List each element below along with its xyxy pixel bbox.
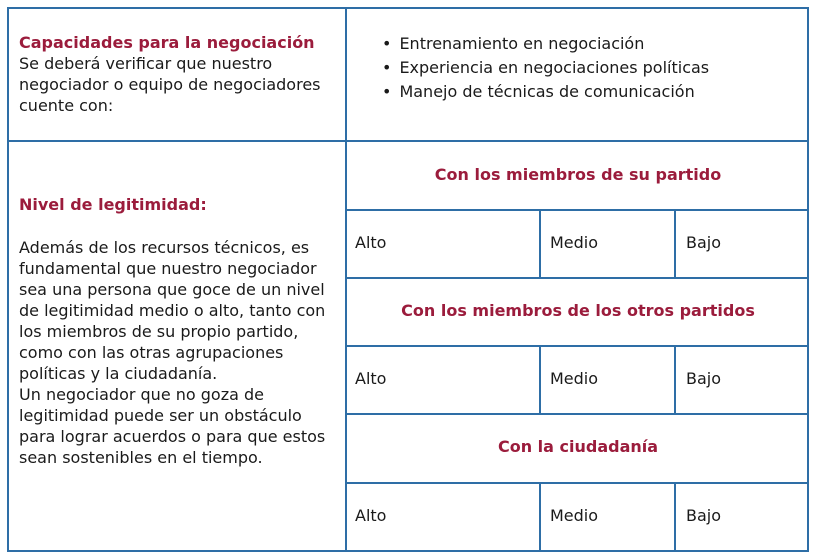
- capacities-title: Capacidades para la negociación: [19, 33, 315, 52]
- option-medio[interactable]: Medio: [550, 233, 599, 252]
- column-divider: [345, 7, 347, 552]
- row-divider: [345, 482, 809, 484]
- row-divider: [7, 140, 809, 142]
- list-item: • Experiencia en negociaciones políticas: [382, 56, 709, 80]
- option-medio[interactable]: Medio: [550, 506, 599, 525]
- table-border-right: [807, 7, 809, 552]
- row-divider: [345, 209, 809, 211]
- cell-divider: [674, 345, 676, 415]
- cell-divider: [539, 209, 541, 279]
- option-alto[interactable]: Alto: [355, 369, 387, 388]
- option-bajo[interactable]: Bajo: [686, 506, 722, 525]
- cell-divider: [674, 209, 676, 279]
- list-item: • Manejo de técnicas de comunicación: [382, 80, 709, 104]
- table-border-top: [7, 7, 809, 9]
- negotiation-table: [7, 7, 809, 552]
- table-border-bottom: [7, 550, 809, 552]
- list-item: • Entrenamiento en negociación: [382, 32, 709, 56]
- row-divider: [345, 277, 809, 279]
- cell-divider: [539, 345, 541, 415]
- option-bajo[interactable]: Bajo: [686, 369, 722, 388]
- capacities-description: Se deberá verificar que nuestro negociador o equipo de negociadores cuente con:: [19, 54, 321, 115]
- capacities-list: [382, 32, 709, 104]
- legitimacy-paragraph: Además de los recursos técnicos, es fundamental que nuestro negociador sea una persona que goce de un nivel de legitimidad medio o alto, tanto con los miembros de su propio partido, como con las otras agrupaciones políticas y la ciudadanía.: [19, 238, 326, 383]
- section-title-own-party: Con los miembros de su partido: [434, 165, 722, 184]
- table-border-left: [7, 7, 9, 552]
- cell-divider: [539, 482, 541, 552]
- row-divider: [345, 413, 809, 415]
- cell-divider: [674, 482, 676, 552]
- legitimacy-description: [19, 237, 341, 468]
- legitimacy-paragraph: Un negociador que no goza de legitimidad puede ser un obstáculo para lograr acuerdos o para que estos sean sostenibles en el tiempo.: [19, 385, 326, 467]
- option-alto[interactable]: Alto: [355, 233, 387, 252]
- option-alto[interactable]: Alto: [355, 506, 387, 525]
- legitimacy-title: Nivel de legitimidad:: [19, 195, 207, 214]
- option-bajo[interactable]: Bajo: [686, 233, 722, 252]
- section-title-other-parties: Con los miembros de los otros partidos: [401, 301, 755, 320]
- row-divider: [345, 345, 809, 347]
- section-title-citizens: Con la ciudadanía: [497, 437, 659, 456]
- option-medio[interactable]: Medio: [550, 369, 599, 388]
